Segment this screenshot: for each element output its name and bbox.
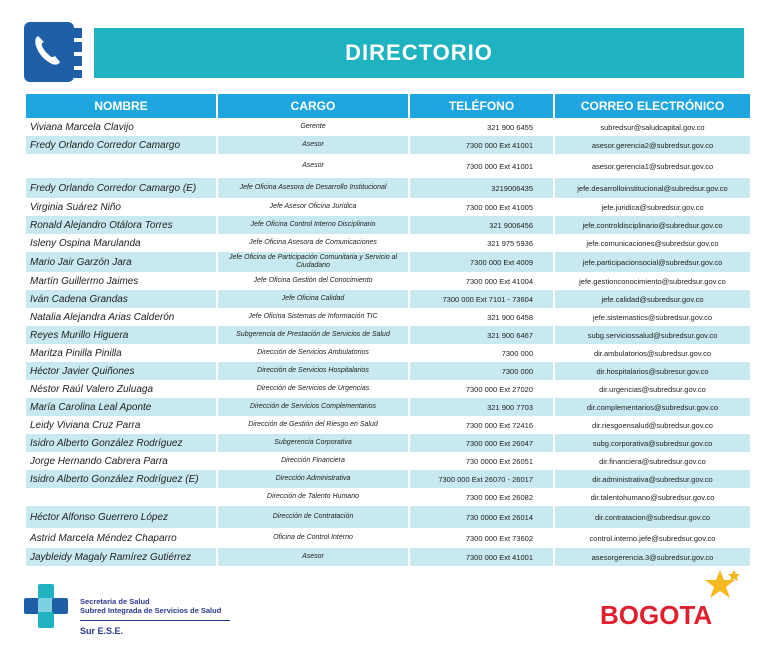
column-header-correo: CORREO ELECTRÓNICO bbox=[555, 94, 750, 118]
table-row bbox=[26, 416, 750, 434]
table-row bbox=[26, 528, 750, 548]
table-row bbox=[26, 136, 750, 154]
cell-cargo: Asesor bbox=[302, 162, 324, 169]
cell-cargo: Dirección de Talento Humano bbox=[267, 493, 359, 500]
cell-cargo: Jefe Oficina Sistemas de Información TIC bbox=[248, 313, 378, 320]
cell-telefono: 7300 000 Ext 4009 bbox=[410, 252, 553, 272]
cell-correo: dir.talentohumano@subredsur.gov.co bbox=[590, 492, 715, 502]
cell-correo: dir.contratacion@subredsur.gov.co bbox=[555, 506, 750, 528]
cell-cargo: Dirección de Servicios Complementarios bbox=[218, 398, 408, 416]
cell-telefono: 7300 000 bbox=[410, 362, 553, 380]
cell-nombre: Viviana Marcela Clavijo bbox=[30, 121, 134, 133]
cell-nombre: Martín Guillermo Jaimes bbox=[30, 275, 139, 287]
cell-nombre: Fredy Orlando Corredor Camargo (E) bbox=[26, 178, 216, 198]
cell-telefono: 321 9006456 bbox=[410, 216, 553, 234]
cell-correo: dir.urgencias@subredsur.gov.co bbox=[599, 384, 706, 394]
cell-telefono: 7300 000 bbox=[501, 348, 533, 358]
cell-cargo: Oficina de Control Interno bbox=[273, 534, 353, 541]
cell-nombre: Natalia Alejandra Arias Calderón bbox=[30, 311, 175, 323]
table-row bbox=[26, 362, 750, 380]
cell-correo: dir.financiera@subredsur.gov.co bbox=[599, 456, 706, 466]
cell-telefono: 7300 000 Ext 73602 bbox=[465, 533, 533, 543]
cell-correo: subredsur@saludcapital.gov.co bbox=[600, 122, 705, 132]
cell-telefono: 321 900 6458 bbox=[487, 312, 533, 322]
table-row bbox=[26, 506, 750, 528]
cell-nombre: Isidro Alberto González Rodríguez bbox=[26, 434, 216, 452]
table-row bbox=[26, 178, 750, 198]
table-row bbox=[26, 488, 750, 506]
cell-telefono: 7300 000 Ext 41005 bbox=[465, 202, 533, 212]
footer-divider bbox=[80, 620, 230, 621]
cell-telefono: 7300 000 Ext 72416 bbox=[465, 420, 533, 430]
cell-cargo: Jefe Oficina Control Interno Disciplinario bbox=[218, 216, 408, 234]
column-header-cargo: CARGO bbox=[218, 94, 408, 118]
cell-nombre: Jorge Hernando Cabrera Parra bbox=[30, 455, 168, 467]
cell-nombre: Isidro Alberto González Rodríguez (E) bbox=[26, 470, 216, 488]
cell-cargo: Dirección de Gestión del Riesgo en Salud bbox=[248, 421, 378, 428]
health-cross-logo bbox=[20, 580, 80, 640]
cell-telefono: 321 900 6467 bbox=[410, 326, 553, 344]
cell-telefono: 321 900 6455 bbox=[487, 122, 533, 132]
cell-nombre: Héctor Javier Quiñones bbox=[26, 362, 216, 380]
directory-table bbox=[24, 94, 752, 566]
cell-correo: jefe.juridica@subredsur.gov.co bbox=[601, 202, 704, 212]
cell-cargo: Subgerencia Corporativa bbox=[218, 434, 408, 452]
cell-cargo: Jefe Oficina Calidad bbox=[218, 290, 408, 308]
cell-telefono: 7300 000 Ext 26070 - 26017 bbox=[410, 470, 553, 488]
cell-correo: jefe.comunicaciones@subredsur.gov.co bbox=[586, 238, 719, 248]
cell-correo: asesor.gerencia1@subredsur.gov.co bbox=[591, 161, 714, 171]
cell-cargo: Asesor bbox=[218, 548, 408, 566]
footer-sur-ese: Sur E.S.E. bbox=[80, 626, 124, 636]
table-row bbox=[26, 452, 750, 470]
cell-cargo: Dirección de Servicios Hospitalarios bbox=[218, 362, 408, 380]
table-row bbox=[26, 344, 750, 362]
cell-telefono: 321 900 7703 bbox=[410, 398, 553, 416]
table-row bbox=[26, 548, 750, 566]
cell-nombre: María Carolina Leal Aponte bbox=[26, 398, 216, 416]
cell-correo: dir.ambulatorios@subredsur.gov.co bbox=[593, 348, 712, 358]
cell-correo: dir.complementarios@subredsur.gov.co bbox=[555, 398, 750, 416]
cell-correo: jefe.controldisciplinario@subredsur.gov.co bbox=[555, 216, 750, 234]
cell-cargo: Jefe Oficina Gestión del Conocimiento bbox=[253, 277, 373, 284]
cell-nombre bbox=[26, 154, 216, 178]
cell-correo: dir.riesgoensalud@subredsur.gov.co bbox=[592, 420, 713, 430]
cell-cargo: Dirección de Servicios Ambulatorios bbox=[257, 349, 369, 356]
cell-cargo: Gerente bbox=[300, 123, 326, 130]
cell-nombre: Mario Jair Garzón Jara bbox=[26, 252, 216, 272]
footer-subred: Subred Integrada de Servicios de Salud bbox=[80, 606, 222, 615]
cell-cargo: Dirección Financiera bbox=[281, 457, 345, 464]
table-row bbox=[26, 252, 750, 272]
cell-correo: dir.hospitalarios@subresur.gov.co bbox=[555, 362, 750, 380]
cell-telefono: 7300 000 Ext 26082 bbox=[465, 492, 533, 502]
cell-telefono: 730 0000 Ext 26051 bbox=[465, 456, 533, 466]
table-row bbox=[26, 470, 750, 488]
cell-correo: asesorgerencia.3@subredsur.gov.co bbox=[555, 548, 750, 566]
table-row bbox=[26, 326, 750, 344]
cell-cargo: Jefe Asesor Oficina Jurídica bbox=[269, 203, 357, 210]
bogota-brand-logo: BOGOTA bbox=[600, 600, 713, 630]
cell-cargo: Asesor bbox=[218, 136, 408, 154]
cell-correo: jefe.gestionconocimiento@subredsur.gov.co bbox=[579, 276, 726, 286]
cell-correo: subg.corporativa@subredsur.gov.co bbox=[555, 434, 750, 452]
cell-correo: jefe.participacionsocial@subredsur.gov.co bbox=[555, 252, 750, 272]
cell-nombre: Néstor Raúl Valero Zuluaga bbox=[30, 383, 154, 395]
cell-telefono: 7300 000 Ext 27020 bbox=[465, 384, 533, 394]
cell-nombre: Virginia Suárez Niño bbox=[30, 201, 121, 213]
cell-telefono: 321 975 5936 bbox=[487, 238, 533, 248]
phone-book-icon bbox=[22, 20, 86, 84]
footer-secretaria: Secretaría de Salud bbox=[80, 597, 150, 606]
cell-cargo: Dirección Administrativa bbox=[218, 470, 408, 488]
table-row bbox=[26, 308, 750, 326]
cell-correo: control.interno.jefe@subredsur.gov.co bbox=[589, 533, 716, 543]
page-title: DIRECTORIO bbox=[94, 28, 744, 78]
cell-correo: asesor.gerencia2@subredsur.gov.co bbox=[555, 136, 750, 154]
table-row bbox=[26, 272, 750, 290]
cell-nombre: Maritza Pinilla Pinilla bbox=[30, 347, 122, 359]
table-row bbox=[26, 290, 750, 308]
table-row bbox=[26, 434, 750, 452]
cell-telefono: 7300 000 Ext 41004 bbox=[465, 276, 533, 286]
cell-nombre: Fredy Orlando Corredor Camargo bbox=[26, 136, 216, 154]
cell-correo: dir.administrativa@subredsur.gov.co bbox=[555, 470, 750, 488]
cell-cargo: Jefe Oficina de Participación Comunitaria y Servicio al Ciudadano bbox=[218, 252, 408, 272]
cell-correo: jefe.desarrolloinstitucional@subredsur.gov.co bbox=[555, 178, 750, 198]
cell-nombre: Astrid Marcela Méndez Chaparro bbox=[30, 532, 177, 544]
cell-nombre bbox=[26, 488, 216, 506]
cell-cargo: Jefe Oficina Asesora de Comunicaciones bbox=[249, 239, 377, 246]
cell-nombre: Reyes Murillo Higuera bbox=[26, 326, 216, 344]
table-row bbox=[26, 216, 750, 234]
table-row bbox=[26, 118, 750, 136]
table-row bbox=[26, 198, 750, 216]
cell-correo: jefe.sistemastics@subredsur.gov.co bbox=[592, 312, 713, 322]
table-header-row bbox=[26, 94, 750, 118]
cell-nombre: Ronald Alejandro Otálora Torres bbox=[26, 216, 216, 234]
cell-cargo: Subgerencia de Prestación de Servicios de Salud bbox=[218, 326, 408, 344]
table-row bbox=[26, 398, 750, 416]
cell-nombre: Isleny Ospina Marulanda bbox=[30, 237, 141, 249]
table-row bbox=[26, 234, 750, 252]
column-header-telefono: TELÉFONO bbox=[410, 94, 553, 118]
cell-cargo: Jefe Oficina Asesora de Desarrollo Institucional bbox=[218, 178, 408, 198]
cell-telefono: 3219006435 bbox=[410, 178, 553, 198]
cell-nombre: Jaybleidy Magaly Ramírez Gutiérrez bbox=[26, 548, 216, 566]
cell-cargo: Dirección de Contratación bbox=[218, 506, 408, 528]
cell-telefono: 730 0000 Ext 26014 bbox=[410, 506, 553, 528]
table-row bbox=[26, 154, 750, 178]
cell-telefono: 7300 000 Ext 41001 bbox=[410, 136, 553, 154]
column-header-nombre: NOMBRE bbox=[26, 94, 216, 118]
cell-nombre: Iván Cadena Grandas bbox=[26, 290, 216, 308]
cell-telefono: 7300 000 Ext 7101 - 73604 bbox=[410, 290, 553, 308]
table-row bbox=[26, 380, 750, 398]
cell-telefono: 7300 000 Ext 41001 bbox=[410, 548, 553, 566]
cell-correo: jefe.calidad@subredsur.gov.co bbox=[555, 290, 750, 308]
cell-telefono: 7300 000 Ext 41001 bbox=[465, 161, 533, 171]
cell-nombre: Leidy Viviana Cruz Parra bbox=[30, 419, 141, 431]
cell-telefono: 7300 000 Ext 26047 bbox=[410, 434, 553, 452]
cell-nombre: Héctor Alfonso Guerrero López bbox=[26, 506, 216, 528]
cell-cargo: Dirección de Servicios de Urgencias bbox=[256, 385, 370, 392]
cell-correo: subg.serviciossalud@subredsur.gov.co bbox=[555, 326, 750, 344]
